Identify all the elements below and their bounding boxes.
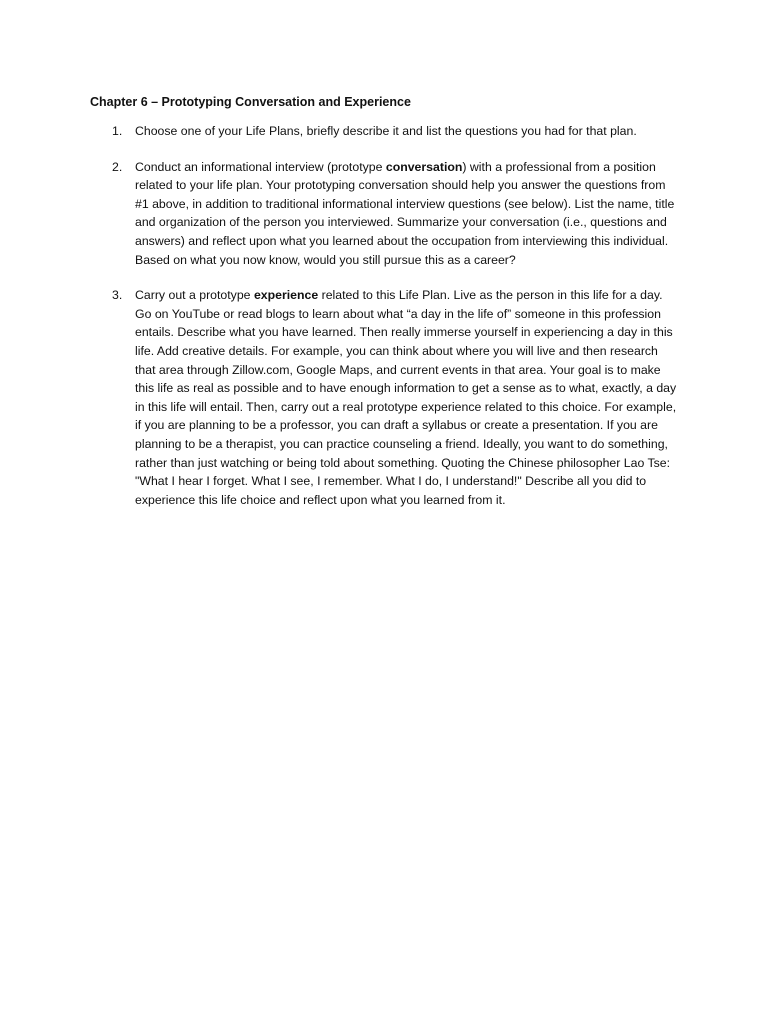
item-text (135, 122, 680, 141)
item-text-before: Carry out a prototype (135, 288, 254, 303)
item-text-bold: conversation (385, 159, 463, 174)
list-item (90, 158, 680, 270)
item-text (135, 286, 680, 509)
item-text-before: Choose one of your Life Plans, briefly describe it and list the questions you had for that plan. (135, 124, 637, 138)
item-text-bold: experience (253, 288, 319, 303)
document-body (90, 93, 680, 526)
chapter-title: Chapter 6 – Prototyping Conversation and Experience (90, 95, 411, 109)
item-text-after: related to this Life Plan. Live as the person in this life for a day. Go on YouTube or read blogs to learn about what “a day in the life of” someone in this profession entails. Describe what you have learned. Then really immerse yourself in experiencing a day in this life. Add creative details. For example, you can think about where you will live and then research that area through Zillow.com, Google Maps, and current events in that area. Your goal is to make this life as real as possible and to have enough information to get a sense as to what, exactly, a day in this life will entail. Then, carry out a real prototype experience related to this choice. For example, if you are planning to be a professor, you can draft a syllabus or create a presentation. If you are planning to be a therapist, you can practice counseling a friend. Ideally, you want to do something, rather than just watching or being told about something. Quoting the Chinese philosopher Lao Tse: "What I hear I forget. What I see, I remember. What I do, I understand!" Describe all you did to experience this life choice and reflect upon what you learned from it. (135, 288, 677, 507)
item-text-before: Conduct an informational interview (prototype (135, 159, 386, 174)
item-text-after: ) with a professional from a position related to your life plan. Your prototyping conversation should help you answer the questions from #1 above, in addition to traditional informational interview questions (see below). List the name, title and organization of the person you interviewed. Summarize your conversation (i.e., questions and answers) and reflect upon what you learned about the occupation from interviewing this individual. Based on what you now know, would you still pursue this as a career? (135, 159, 675, 267)
item-number: 1. (112, 124, 123, 138)
list-item (90, 286, 680, 509)
list-item (90, 122, 680, 141)
item-text (135, 158, 680, 270)
item-number: 3. (112, 288, 123, 303)
item-number: 2. (112, 159, 123, 174)
assignment-list (90, 122, 680, 509)
